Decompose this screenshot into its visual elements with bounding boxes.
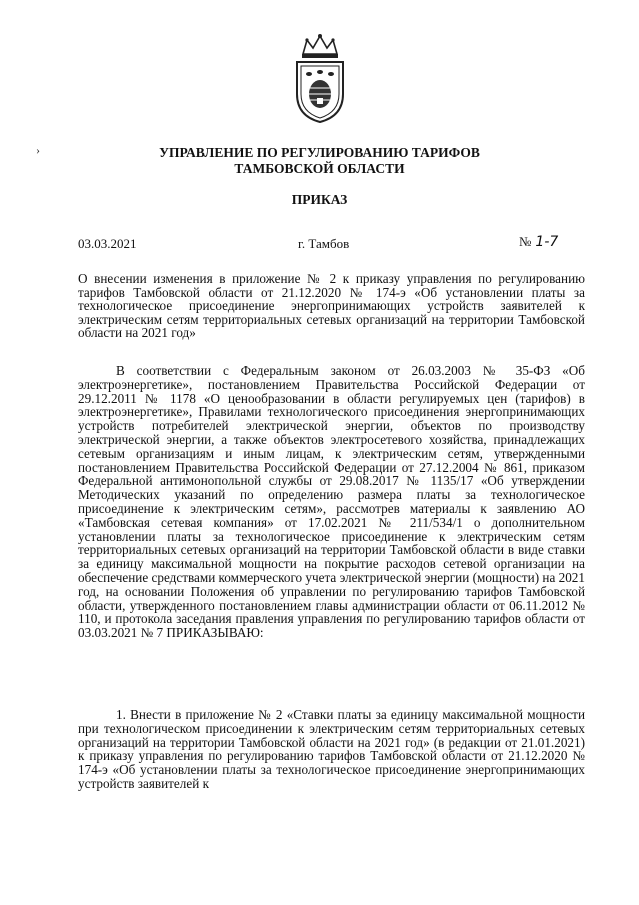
document-number <box>519 234 558 250</box>
number-value: 1-7 <box>535 234 559 250</box>
coat-of-arms-emblem <box>289 32 351 124</box>
document-type: ПРИКАЗ <box>291 192 348 207</box>
order-subject: О внесении изменения в приложение № 2 к приказу управления по регулированию тарифов Тамбовской области от 21.12.2020 № 174-э «Об установлении платы за технологическое присоединение энергопринимающих устройств заявителей к электрическим сетям территориальных сетевых организаций на территории Тамбовской области на 2021 год» <box>78 271 585 341</box>
document-date: 03.03.2021 <box>78 236 137 251</box>
number-label: № <box>519 234 532 249</box>
clause-1-paragraph: 1. Внести в приложение № 2 «Ставки платы за единицу максимальной мощности при технологическом присоединении к электрическим сетям территориальных сетевых организаций на территории Тамбовской области на 2021 год» (в редакции от 21.01.2021) к приказу управления по регулированию тарифов Тамбовской области от 21.12.2020 № 174-э «Об установлении платы за технологическое присоединение энергопринимающих устройств заявителей к <box>78 707 585 791</box>
document-city: г. Тамбов <box>298 236 350 251</box>
organization-name-line1: УПРАВЛЕНИЕ ПО РЕГУЛИРОВАНИЮ ТАРИФОВ <box>159 145 480 160</box>
preamble-paragraph: В соответствии с Федеральным законом от 26.03.2003 № 35-ФЗ «Об электроэнергетике», постановлением Правительства Российской Федерации от 29.12.2011 № 1178 «О ценообразовании в области регулируемых цен (тарифов) в электроэнергетике», Правилами технологического присоединения энергопринимающих устройств потребителей электрической энергии, объектов по производству электрической энергии, а также объектов электросетевого хозяйства, принадлежащих сетевым организациям и иным лицам, к электрическим сетям, утвержденными постановлением Правительства Российской Федерации от 27.12.2004 № 861, приказом Федеральной антимонопольной службы от 29.08.2017 № 1135/17 «Об утверждении Методических указаний по определению размера платы за технологическое присоединение к электрическим сетям», рассмотрев материалы к заявлению АО «Тамбовская сетевая компания» от 17.02.2021 № 211/534/1 о дополнительном установлении платы за технологическое присоединение к электрическим сетям территориальных сетевых организаций на территории Тамбовской области в виде ставки за единицу максимальной мощности на покрытие расходов сетевой организации на обеспечение средствами коммерческого учета электрической энергии (мощности) на 2021 год, на основании Положения об управлении по регулированию тарифов Тамбовской области, утвержденного постановлением главы администрации области от 06.11.2012 № 110, и протокола заседания правления управления по регулированию тарифов области от 03.03.2021 № 7 ПРИКАЗЫВАЮ: <box>78 363 585 641</box>
margin-mark: › <box>36 143 40 157</box>
organization-name-line2: ТАМБОВСКОЙ ОБЛАСТИ <box>234 161 405 176</box>
